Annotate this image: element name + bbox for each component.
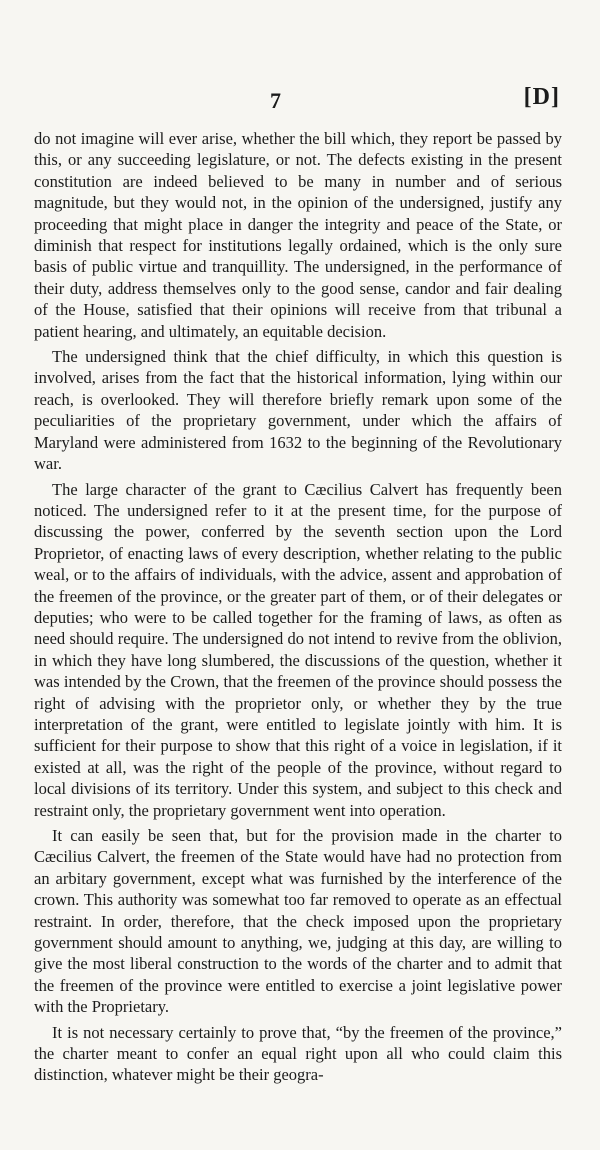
paragraph: do not imagine will ever arise, whether the bill which, they report be passed by this, or any succeeding legislature, or not. The defects existing in the present constitution are indeed believed to be many in number and of serious magnitude, but they would not, in the opinion of the undersigned, justify any proceeding that might place in danger the integrity and peace of the State, or diminish that respect for institutions legally ordained, which is the only sure basis of public virtue and tranquillity. The undersigned, in the performance of their duty, address themselves only to the good sense, candor and fair dealing of the House, satisfied that their opinions will receive from that tribunal a patient hearing, and ultimately, an equitable decision. <box>34 129 562 341</box>
paragraph: The large character of the grant to Cæcilius Calvert has frequently been noticed. The undersigned refer to it at the present time, for the purpose of discussing the power, conferred by the seventh section upon the Lord Proprietor, of enacting laws of every description, whether relating to the public weal, or to the affairs of individuals, with the advice, assent and approbation of the freemen of the province, or the greater part of them, or of their delegates or deputies; who were to be called together for the framing of laws, as often as need should require. The undersigned do not intend to revive from the oblivion, in which they have long slumbered, the discussions of the question, whether it was intended by the Crown, that the freemen of the province should possess the right of advising with the proprietor only, or whether they by the true interpretation of the grant, were entitled to legislate jointly with him. It is sufficient for their purpose to show that this right of a voice in legislation, if it existed at all, was the right of the people of the province, without regard to local divisions of its territory. Under this system, and subject to this check and restraint only, the proprietary government went into operation. <box>34 479 562 820</box>
signature-mark: [D] <box>523 84 560 110</box>
page-number: 7 <box>270 88 281 113</box>
paragraph: The undersigned think that the chief difficulty, in which this question is involved, arises from the fact that the historical information, lying within our reach, is overlooked. They will therefore briefly remark upon some of the peculiarities of the proprietary government, under which the affairs of Maryland were administered from 1632 to the beginning of the Revolutionary war. <box>34 347 562 474</box>
body-text <box>34 128 562 1086</box>
paragraph: It can easily be seen that, but for the provision made in the charter to Cæcilius Calvert, the freemen of the State would have had no protection from an arbitary government, except what was furnished by the interference of the crown. This authority was somewhat too far removed to operate as an effectual restraint. In order, therefore, that the check imposed upon the proprietary government should amount to anything, we, judging at this day, are willing to give the most liberal construction to the words of the charter and to admit that the freemen of the province were entitled to exercise a joint legislative power with the Proprietary. <box>34 826 562 1017</box>
paragraph: It is not necessary certainly to prove that, “by the freemen of the province,” the charter meant to confer an equal right upon all who could claim this distinction, whatever might be their geogra- <box>34 1022 562 1085</box>
page-header <box>0 82 600 122</box>
